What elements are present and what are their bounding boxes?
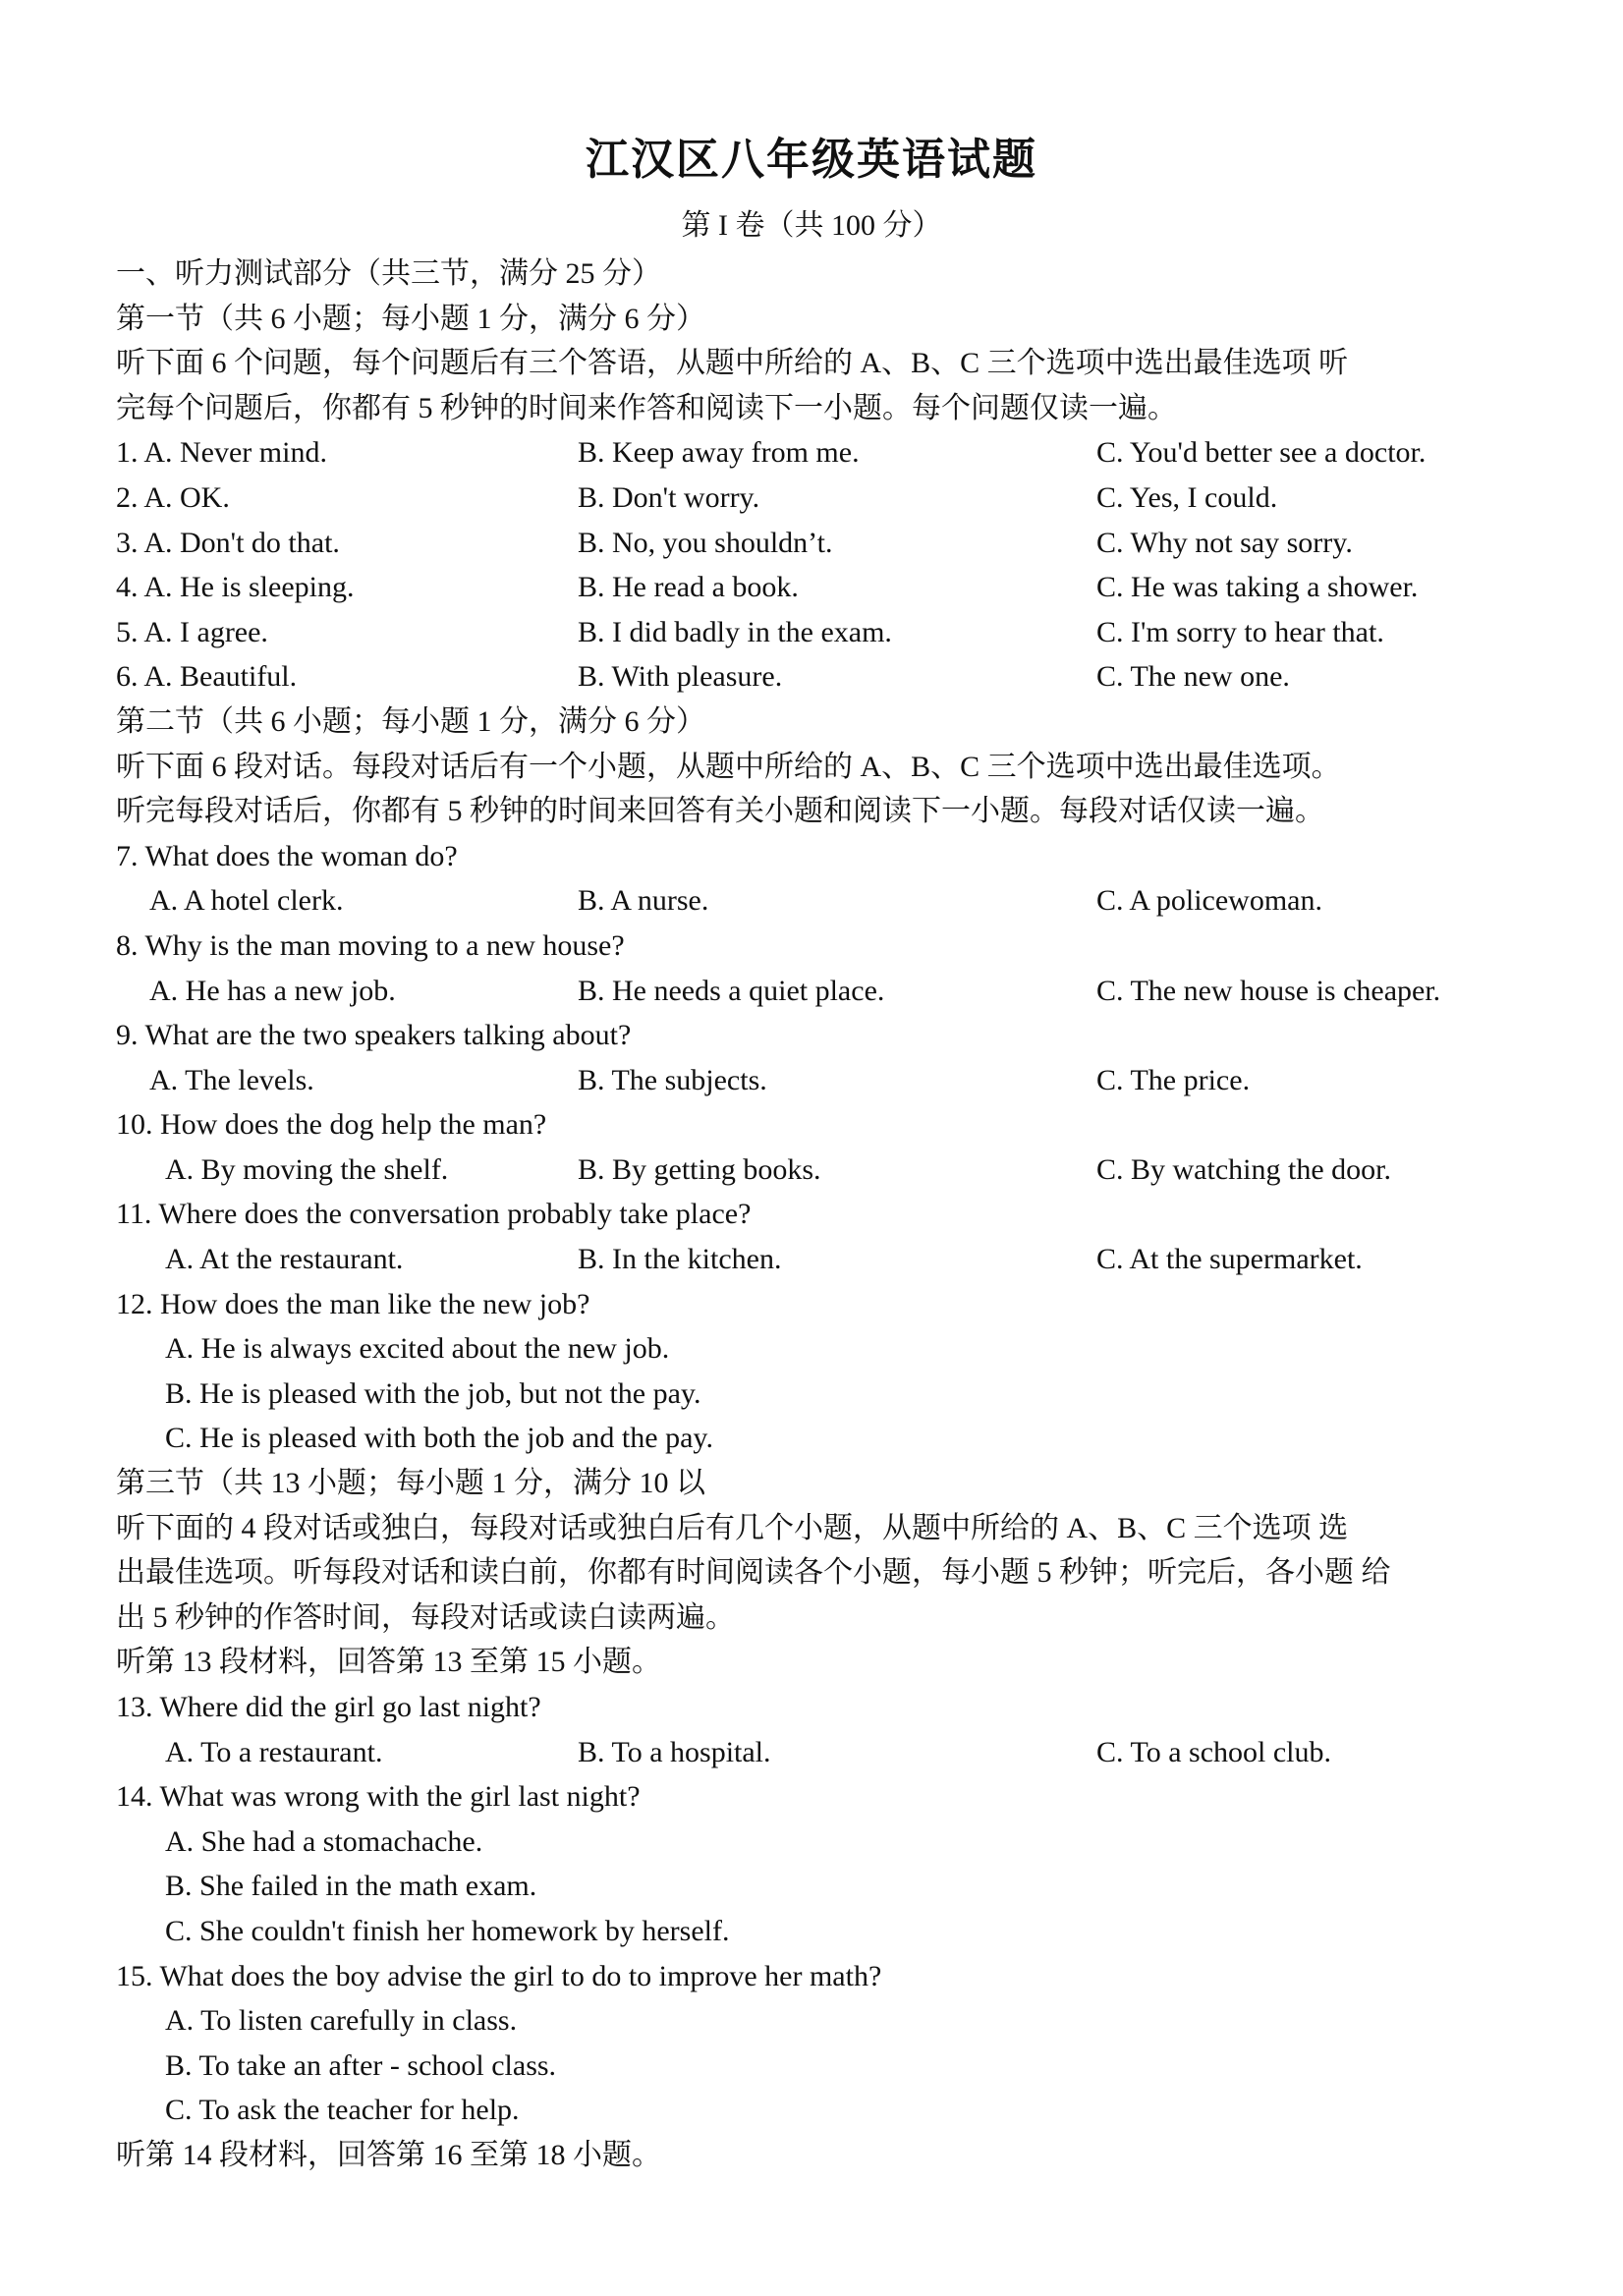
option-b: B. Don't worry. [578, 480, 760, 514]
option-b: B. He is pleased with the job, but not the pay. [165, 1376, 701, 1410]
question-row [116, 430, 1531, 476]
option-c: C. The price. [1096, 1063, 1251, 1096]
material-heading: 听第 14 段材料，回答第 16 至第 18 小题。 [116, 2138, 661, 2171]
option-a: 5. A. I agree. [116, 615, 268, 648]
options-row [116, 1058, 1531, 1103]
option-c: C. At the supermarket. [1096, 1243, 1363, 1276]
page-subtitle: 第 I 卷（共 100 分） [681, 209, 942, 242]
instruction-line: 完每个问题后，你都有 5 秒钟的时间来作答和阅读下一小题。每个问题仅读一遍。 [116, 391, 1177, 424]
option-a: A. A hotel clerk. [149, 884, 344, 918]
instruction-line: 听完每段对话后，你都有 5 秒钟的时间来回答有关小题和阅读下一小题。每段对话仅读一遍。 [116, 795, 1324, 828]
option-c: C. I'm sorry to hear that. [1096, 615, 1384, 648]
option-a: 1. A. Never mind. [116, 436, 327, 470]
option-a: A. To listen carefully in class. [165, 2004, 518, 2038]
option-a: A. He is always excited about the new job. [165, 1332, 670, 1366]
option-b: B. A nurse. [578, 884, 709, 918]
question-stem: 14. What was wrong with the girl last night? [116, 1780, 641, 1814]
option-a: A. At the restaurant. [165, 1243, 404, 1276]
option-b: B. He needs a quiet place. [578, 974, 885, 1007]
question-stem: 8. Why is the man moving to a new house? [116, 928, 625, 962]
option-c: C. By watching the door. [1096, 1152, 1391, 1186]
option-b: B. In the kitchen. [578, 1243, 782, 1276]
option-c: C. He was taking a shower. [1096, 571, 1419, 604]
question-stem: 12. How does the man like the new job? [116, 1287, 590, 1320]
question-stem: 11. Where does the conversation probably take place? [116, 1198, 752, 1231]
option-b: B. By getting books. [578, 1152, 821, 1186]
instruction-line: 听下面的 4 段对话或独白，每段对话或独白后有几个小题，从题中所给的 A、B、C 三个选项 选 [116, 1511, 1349, 1544]
option-c: C. The new one. [1096, 660, 1290, 694]
question-row [116, 565, 1531, 610]
option-c: C. To ask the teacher for help. [165, 2094, 520, 2127]
options-row [116, 969, 1531, 1014]
material-heading: 听第 13 段材料，回答第 13 至第 15 小题。 [116, 1646, 661, 1679]
question-stem: 10. How does the dog help the man? [116, 1108, 547, 1142]
option-b: B. To take an after - school class. [165, 2048, 557, 2082]
option-a: 3. A. Don't do that. [116, 526, 340, 559]
option-a: A. To a restaurant. [165, 1735, 383, 1768]
option-a: 2. A. OK. [116, 480, 230, 514]
question-row [116, 654, 1531, 700]
question-stem: 9. What are the two speakers talking about? [116, 1019, 632, 1052]
options-row [116, 1730, 1531, 1775]
instruction-line: 出 5 秒钟的作答时间，每段对话或读白读两遍。 [116, 1600, 735, 1634]
option-b: B. With pleasure. [578, 660, 783, 694]
section-heading: 第一节（共 6 小题；每小题 1 分，满分 6 分） [116, 302, 705, 335]
option-a: A. She had a stomachache. [165, 1824, 483, 1858]
question-stem: 7. What does the woman do? [116, 839, 458, 872]
page-title: 江汉区八年级英语试题 [586, 136, 1037, 184]
options-row [116, 878, 1531, 924]
option-c: C. A policewoman. [1096, 884, 1322, 918]
option-a: 6. A. Beautiful. [116, 660, 298, 694]
option-a: A. He has a new job. [149, 974, 396, 1007]
instruction-line: 听下面 6 段对话。每段对话后有一个小题，从题中所给的 A、B、C 三个选项中选出最佳选项。 [116, 750, 1341, 783]
option-c: C. To a school club. [1096, 1735, 1331, 1768]
option-c: C. She couldn't finish her homework by herself. [165, 1914, 730, 1947]
part-heading: 一、听力测试部分（共三节，满分 25 分） [116, 257, 661, 290]
option-b: B. He read a book. [578, 571, 799, 604]
option-c: C. Why not say sorry. [1096, 526, 1353, 559]
option-a: A. By moving the shelf. [165, 1152, 449, 1186]
section-heading: 第二节（共 6 小题；每小题 1 分，满分 6 分） [116, 704, 705, 738]
option-b: B. She failed in the math exam. [165, 1870, 537, 1903]
option-c: C. He is pleased with both the job and the pay. [165, 1422, 713, 1455]
option-a: A. The levels. [149, 1063, 314, 1096]
question-row [116, 476, 1531, 521]
section-heading: 第三节（共 13 小题；每小题 1 分，满分 10 以 [116, 1467, 705, 1500]
question-stem: 13. Where did the girl go last night? [116, 1691, 541, 1723]
exam-body [116, 252, 1531, 2178]
options-row [116, 1237, 1531, 1282]
option-a: 4. A. He is sleeping. [116, 571, 355, 604]
instruction-line: 听下面 6 个问题，每个问题后有三个答语，从题中所给的 A、B、C 三个选项中选出最佳选项 听 [116, 347, 1349, 380]
option-c: C. Yes, I could. [1096, 480, 1278, 514]
option-b: B. Keep away from me. [578, 436, 860, 470]
instruction-line: 出最佳选项。听每段对话和读白前，你都有时间阅读各个小题，每小题 5 秒钟；听完后，各小题 给 [116, 1556, 1391, 1590]
option-c: C. You'd better see a doctor. [1096, 436, 1427, 470]
option-b: B. No, you shouldn’t. [578, 526, 833, 559]
option-c: C. The new house is cheaper. [1096, 974, 1441, 1007]
question-stem: 15. What does the boy advise the girl to do to improve her math? [116, 1959, 882, 1992]
option-b: B. The subjects. [578, 1063, 767, 1096]
option-b: B. I did badly in the exam. [578, 615, 892, 648]
option-b: B. To a hospital. [578, 1735, 771, 1768]
question-row [116, 521, 1531, 566]
options-row [116, 1148, 1531, 1193]
question-row [116, 610, 1531, 655]
